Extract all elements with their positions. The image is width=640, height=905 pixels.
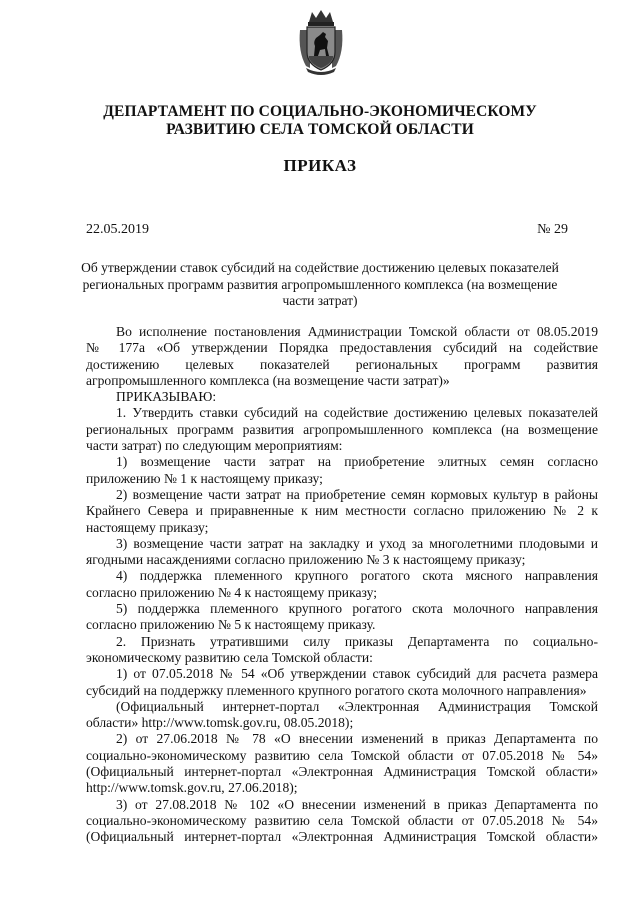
body-line: согласно приложению № 5 к настоящему приказу.	[86, 617, 376, 633]
body-line: части затрат) по следующим мероприятиям:	[86, 438, 343, 454]
body-line: экономическому развитию села Томской области:	[86, 649, 373, 665]
body-line: приложению № 1 к настоящему приказу;	[86, 470, 323, 486]
body-line: 2. Признать утратившими силу приказы Департамента по социально-	[116, 633, 598, 649]
body-line: агропромышленного комплекса (на возмещение части затрат)»	[86, 372, 450, 388]
body-line: 5) поддержка племенного крупного рогатого скота молочного направления	[116, 601, 598, 617]
body-line: (Официальный интернет-портал «Электронная Администрация Томской области»	[86, 764, 598, 780]
body-line: области» http://www.tomsk.gov.ru, 08.05.2018);	[86, 715, 354, 731]
body-line: (Официальный интернет-портал «Электронная Администрация Томской области»	[86, 829, 598, 845]
body-line: 1) от 07.05.2018 № 54 «Об утверждении ставок субсидий для расчета размера	[116, 666, 598, 682]
body-line: 1. Утвердить ставки субсидий на содействие достижению целевых показателей	[116, 405, 598, 421]
body-line: Крайнего Севера и приравненные к ним местности согласно приложению № 2 к	[86, 503, 598, 519]
body-line: 2) от 27.06.2018 № 78 «О внесении изменений в приказ Департамента по	[116, 731, 598, 747]
order-number: № 29	[537, 222, 568, 237]
subject-line-1: Об утверждении ставок субсидий на содействие достижению целевых показателей	[81, 260, 559, 275]
body-line: 3) возмещение части затрат на закладку и уход за многолетними плодовыми и	[116, 535, 598, 551]
body-line: согласно приложению № 4 к настоящему приказу;	[86, 584, 377, 600]
body-line: региональных программ развития агропромышленного комплекса (на возмещение	[86, 421, 598, 437]
department-name-line-2: РАЗВИТИЮ СЕЛА ТОМСКОЙ ОБЛАСТИ	[166, 121, 474, 138]
body-line: 1) возмещение части затрат на приобретение элитных семян согласно	[116, 454, 598, 470]
order-date: 22.05.2019	[86, 222, 149, 237]
order-subject	[70, 260, 570, 310]
body-line: http://www.tomsk.gov.ru, 27.06.2018);	[86, 780, 298, 796]
subject-line-3: части затрат)	[282, 293, 358, 308]
body-line: ягодными насаждениями согласно приложению № 3 к настоящему приказу;	[86, 552, 526, 568]
body-line: настоящему приказу;	[86, 519, 209, 535]
order-body	[86, 324, 598, 846]
body-line: 3) от 27.08.2018 № 102 «О внесении изменений в приказ Департамента по	[116, 796, 598, 812]
department-name-line-1: ДЕПАРТАМЕНТ ПО СОЦИАЛЬНО-ЭКОНОМИЧЕСКОМУ	[103, 103, 537, 120]
body-line: достижению целевых показателей региональных программ развития	[86, 356, 598, 372]
body-line: (Официальный интернет-портал «Электронная Администрация Томской	[116, 698, 598, 714]
body-line: 4) поддержка племенного крупного рогатого скота мясного направления	[116, 568, 598, 584]
body-line-order-word: ПРИКАЗЫВАЮ:	[116, 389, 217, 405]
body-line: 2) возмещение части затрат на приобретение семян кормовых культур в районы	[116, 486, 598, 502]
subject-line-2: региональных программ развития агропромышленного комплекса (на возмещение	[82, 276, 558, 292]
body-line: Во исполнение постановления Администрации Томской области от 08.05.2019	[116, 324, 598, 339]
body-line: № 177а «Об утверждении Порядка предоставления субсидий на содействие	[86, 340, 598, 356]
tomsk-region-coat-of-arms-icon	[296, 8, 346, 76]
department-name	[60, 103, 580, 139]
body-line: социально-экономическому развитию села Томской области от 07.05.2018 № 54»	[86, 812, 598, 828]
body-line: социально-экономическому развитию села Томской области от 07.05.2018 № 54»	[86, 747, 598, 763]
document-type-title: ПРИКАЗ	[283, 156, 357, 175]
body-line: субсидий на поддержку племенного крупного рогатого скота молочного направления»	[86, 682, 587, 698]
